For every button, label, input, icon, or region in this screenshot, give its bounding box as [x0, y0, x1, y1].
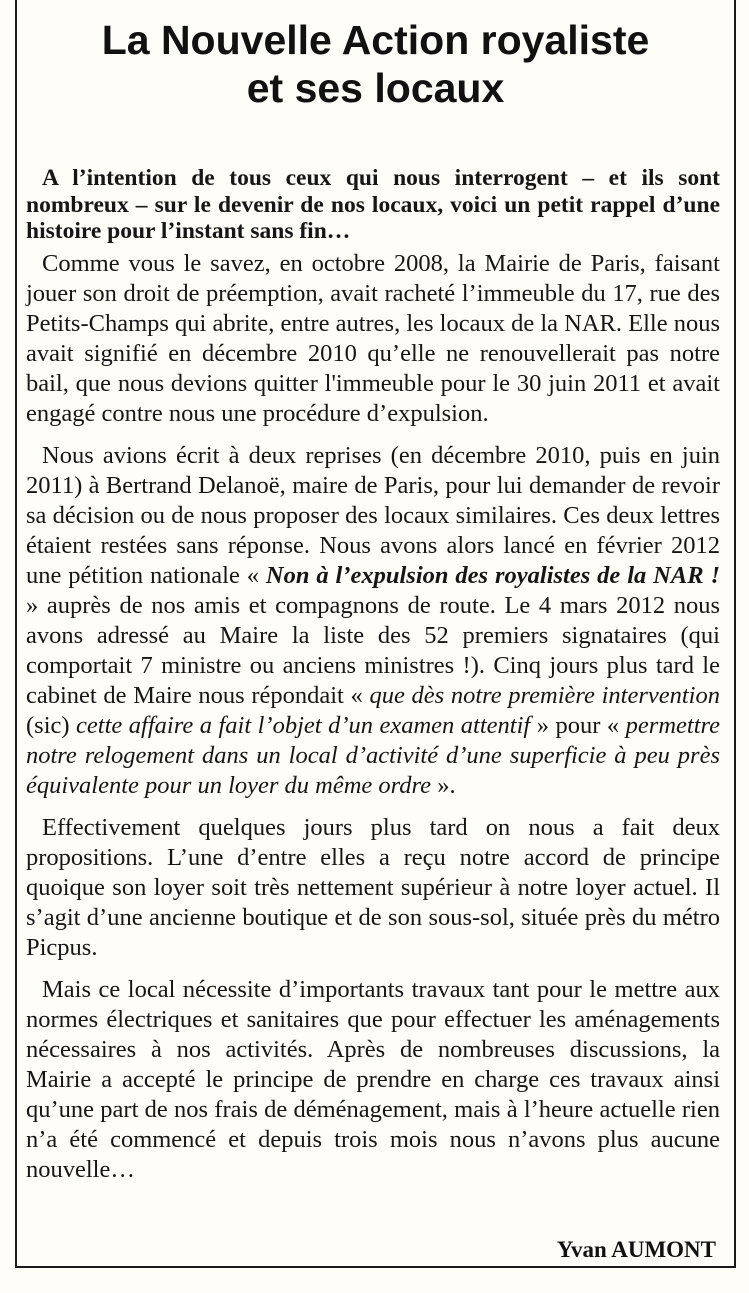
text-segment: » pour «	[530, 711, 626, 739]
article-lead: A l’intention de tous ceux qui nous interrogent – et ils sont nombreux – sur le devenir de nos locaux, voici un petit rappel d’une histoire pour l’instant sans fin…	[26, 165, 720, 244]
italic-quote: que dès notre première intervention	[369, 681, 720, 709]
petition-title: Non à l’expulsion des royalistes de la NAR !	[265, 561, 720, 589]
italic-quote: permettre notre relogement dans un local d’activité d’une superficie à peu près équivalente pour un loyer du même ordre	[26, 711, 720, 799]
article-paragraph	[26, 249, 720, 429]
article-title	[17, 16, 734, 112]
text-segment: Effectivement quelques jours plus tard on nous a fait deux propositions. L’une d’entre elles a reçu notre accord de principe quoique son loyer soit très nettement supérieur à notre loyer actuel. Il s’agit d’une ancienne boutique et de son sous-sol, située près du métro Picpus.	[26, 813, 720, 961]
text-segment: Nous avions écrit à deux reprises (en décembre 2010, puis en juin 2011) à Bertrand Delanoë, maire de Paris, pour lui demander de revoir sa décision ou de nous proposer des locaux similaires. Ces deux lettres étaient restées sans réponse. Nous avons alors lancé en février 2012 une pétition nationale «	[26, 441, 720, 589]
italic-quote: cette affaire a fait l’objet d’un examen attentif	[76, 711, 531, 739]
article-paragraph	[26, 975, 720, 1185]
title-line-2: et ses locaux	[246, 65, 505, 111]
article-body	[26, 165, 720, 1197]
text-segment: (sic)	[26, 711, 77, 739]
text-segment: Comme vous le savez, en octobre 2008, la Mairie de Paris, faisant jouer son droit de préemption, avait racheté l’immeuble du 17, rue des Petits-Champs qui abrite, entre autres, les locaux de la NAR. Elle nous avait signifié en décembre 2010 qu’elle ne renouvellerait pas notre bail, que nous devions quitter l'immeuble pour le 30 juin 2011 et avait engagé contre nous une procédure d’expulsion.	[26, 249, 721, 427]
article-paragraphs	[26, 249, 720, 1185]
title-line-1: La Nouvelle Action royaliste	[101, 17, 650, 63]
text-segment: Mais ce local nécessite d’importants travaux tant pour le mettre aux normes électriques et sanitaires que pour effectuer les aménagements nécessaires à nos activités. Après de nombreuses discussions, la Mairie a accepté le principe de prendre en charge ces travaux ainsi qu’une part de nos frais de déménagement, mais à l’heure actuelle rien n’a été commencé et depuis trois mois nous n’avons plus aucune nouvelle…	[26, 975, 720, 1183]
article-paragraph	[26, 441, 720, 801]
article-author: Yvan AUMONT	[556, 1237, 716, 1262]
article-paragraph	[26, 813, 720, 963]
text-segment: ».	[431, 771, 456, 799]
text-segment: » auprès de nos amis et compagnons de route. Le 4 mars 2012 nous avons adressé au Maire la liste des 52 premiers signataires (qui comportait 7 ministre ou anciens ministres !). Cinq jours plus tard le cabinet de Maire nous répondait «	[26, 591, 720, 709]
